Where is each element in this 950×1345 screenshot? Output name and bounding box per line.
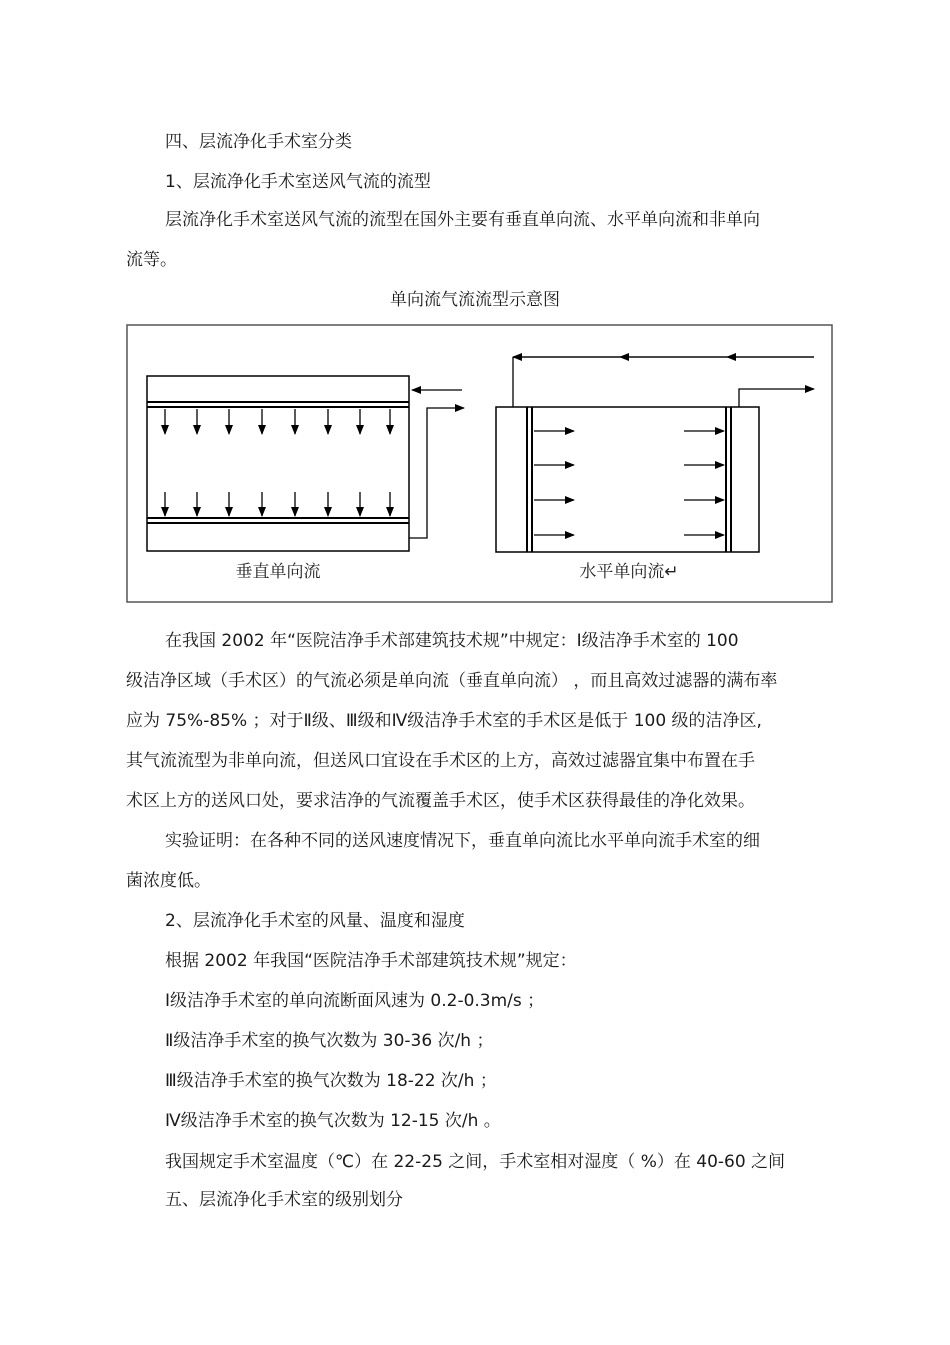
- airflow-diagram: [126, 324, 834, 604]
- paragraph-regulation-line-4: 其气流流型为非单向流，但送风口宜设在手术区的上方，高效过滤器宜集中布置在手: [126, 751, 755, 771]
- label-vertical-flow: 垂直单向流: [235, 562, 321, 582]
- paragraph-regulation-line-3: 应为 75%-85% ；对于Ⅱ级、Ⅲ级和Ⅳ级洁净手术室的手术区是低于 100 级的洁净区,: [126, 711, 762, 731]
- heading-section-5: 五、层流净化手术室的级别划分: [165, 1190, 403, 1210]
- subheading-air-temp-humidity: 2、层流净化手术室的风量、温度和湿度: [165, 911, 465, 931]
- paragraph-regulation-line-5: 术区上方的送风口处，要求洁净的气流覆盖手术区，使手术区获得最佳的净化效果。: [126, 791, 755, 811]
- heading-section-4: 四、层流净化手术室分类: [165, 132, 352, 152]
- spec-class-2: Ⅱ级洁净手术室的换气次数为 30-36 次/h ；: [165, 1031, 494, 1051]
- temperature-humidity-line: 我国规定手术室温度（℃）在 22-25 之间，手术室相对湿度（ %）在 40-60 之间: [165, 1152, 786, 1172]
- spec-class-3: Ⅲ级洁净手术室的换气次数为 18-22 次/h ；: [165, 1071, 497, 1091]
- paragraph-experiment-line-1: 实验证明：在各种不同的送风速度情况下，垂直单向流比水平单向流手术室的细: [165, 831, 760, 851]
- paragraph-experiment-line-2: 菌浓度低。: [126, 871, 211, 891]
- label-horizontal-flow: 水平单向流↵: [579, 562, 679, 582]
- subheading-airflow-type: 1、层流净化手术室送风气流的流型: [165, 172, 431, 192]
- paragraph-regulation-line-1: 在我国 2002 年“医院洁净手术部建筑技术规”中规定：Ⅰ级洁净手术室的 100: [165, 631, 739, 651]
- paragraph-airflow-line-2: 流等。: [126, 250, 177, 270]
- spec-class-1: Ⅰ级洁净手术室的单向流断面风速为 0.2-0.3m/s ；: [165, 991, 545, 1011]
- spec-class-4: Ⅳ级洁净手术室的换气次数为 12-15 次/h 。: [165, 1111, 501, 1131]
- figure-title: 单向流气流流型示意图: [390, 290, 560, 310]
- paragraph-according: 根据 2002 年我国“医院洁净手术部建筑技术规”规定：: [165, 951, 577, 971]
- paragraph-airflow-line-1: 层流净化手术室送风气流的流型在国外主要有垂直单向流、水平单向流和非单向: [165, 210, 760, 230]
- paragraph-regulation-line-2: 级洁净区域（手术区）的气流必须是单向流（垂直单向流） ，而且高效过滤器的满布率: [126, 671, 778, 691]
